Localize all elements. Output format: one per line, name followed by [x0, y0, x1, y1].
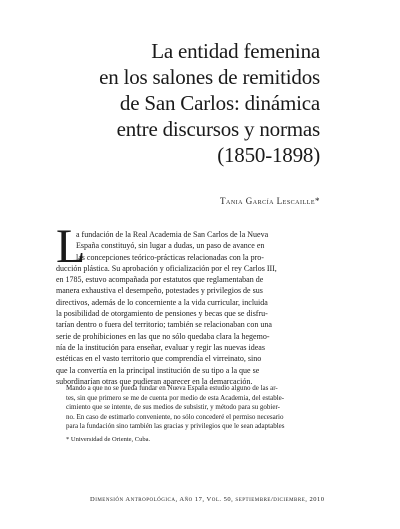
title-line: en los salones de remitidos [99, 65, 320, 89]
title-line: entre discursos y normas [116, 117, 320, 141]
body-line: directivos, además de lo concerniente a la vida curricular, incluida [56, 297, 268, 307]
body-paragraph [56, 229, 316, 387]
title-line: de San Carlos: dinámica [119, 91, 320, 115]
footnote: * Universidad de Oriente, Cuba. [66, 436, 151, 443]
block-quote [66, 384, 318, 432]
body-line: estéticas en el vasto territorio que comprendía el virreinato, sino [56, 354, 262, 364]
body-line: tarían dentro o fuera del territorio; también se relacionaban con una [56, 320, 272, 330]
body-line: las concepciones teórico-prácticas relacionadas con la pro- [76, 252, 264, 262]
body-line: a fundación de la Real Academia de San Carlos de la Nueva [76, 230, 269, 239]
author-name: Tania García Lescaille* [220, 196, 320, 206]
body-line: manera exhaustiva el desempeño, potestades y privilegios de sus [56, 286, 263, 296]
quote-line: tes, sin que primero se me de cuenta por medio de esta Academia, del estable- [66, 393, 285, 402]
drop-cap: L [56, 220, 86, 273]
body-line: que la convertía en la principal institución de su tipo a la que se [56, 365, 260, 375]
body-line: serie de prohibiciones en las que no sólo quedaba clara la hegemo- [56, 331, 270, 341]
quote-line: no. En caso de estimarlo conveniente, no sólo concederé el permiso necesario [66, 412, 284, 421]
quote-line: Mando a que no se pueda fundar en Nueva España estudio alguno de las ar- [66, 384, 278, 392]
quote-line: para la fundación sino también las gracias y privilegios que le sean adaptables [66, 422, 285, 431]
quote-line: cimiento que se intente, de sus medios de subsistir, y método para su gobier- [66, 403, 281, 412]
body-line: nía de la institución para enseñar, evaluar y regir las nuevas ideas [56, 342, 265, 352]
body-line: la posibilidad de otorgamiento de pensiones y becas que se disfru- [56, 309, 268, 319]
body-line: ducción plástica. Su aprobación y oficialización por el rey Carlos III, [56, 263, 277, 273]
body-line: en 1785, estuvo acompañada por estatutos que reglamentaban de [56, 275, 264, 285]
title-line: La entidad femenina [151, 39, 320, 63]
title-line: (1850-1898) [217, 143, 320, 167]
body-line: España constituyó, sin lugar a dudas, un paso de avance en [76, 241, 265, 251]
running-footer: Dimensión Antropológica, Año 17, Vol. 50, septiembre/diciembre, 2010 [90, 496, 325, 503]
body-line: subordinarían otras que pudieran aparecer en la demarcación. [56, 376, 253, 386]
article-title [20, 38, 320, 168]
